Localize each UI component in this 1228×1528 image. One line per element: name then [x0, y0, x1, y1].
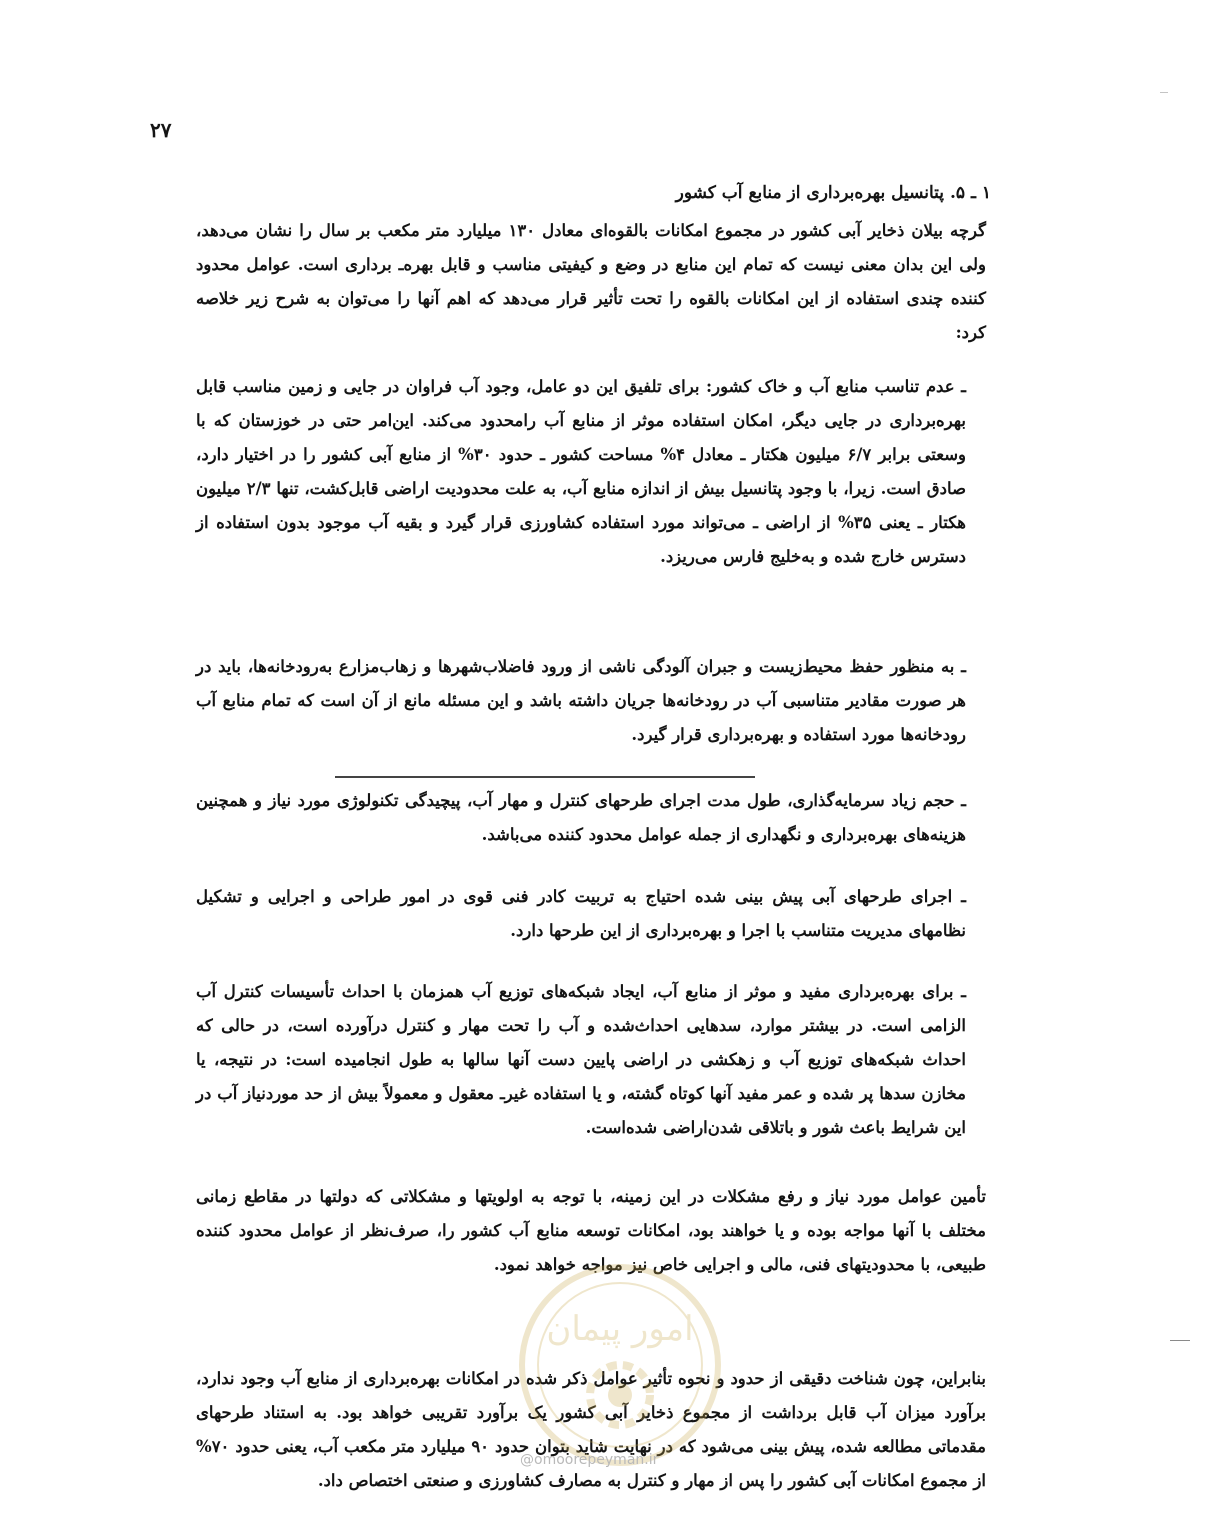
watermark-url: @omoorepeyman.ir	[520, 1452, 659, 1468]
list-item-distribution-networks: ـ برای بهره‌برداری مفید و موثر از منابع آب، ایجاد شبکه‌های توزیع آب همزمان با احداث تأسیسات کنترل آب الزامی است. در بیشتر موارد، سدهایی احداث‌شده و آب را تحت مهار و کنترل درآورده است، در حالی که احداث شبکه‌های توزیع آب و زهکشی در اراضی پایین دست آنها سالها به طول انجامیده است: در نتیجه، یا مخازن سدها پر شده و عمر مفید آنها کوتاه گشته، و یا استفاده غیرـ معقول و معمولاً بیش از حد موردنیاز آب در این شرایط باعث شور و باتلاقی شدن‌اراضی شده‌است.	[196, 982, 967, 1137]
list-item-staff-training: ـ اجرای طرحهای آبی پیش بینی شده احتیاج به تربیت کادر فنی قوی در امور طراحی و اجرایی و تشکیل نظامهای مدیریت متناسب با اجرا و بهره‌برداری از این طرحها دارد.	[196, 887, 966, 940]
intro-paragraph: گرچه بیلان ذخایر آبی کشور در مجموع امکانات بالقوه‌ای معادل ۱۳۰ میلیارد متر مکعب بر سال را نشان می‌دهد، ولی این بدان معنی نیست که تمام این منابع در وضع و کیفیتی مناسب و قابل بهره‌ـ برداری است. عوامل محدود کننده چندی استفاده از این امکانات بالقوه را تحت تأثیر قرار می‌دهد که اهم آنها را می‌توان به شرح زیر خلاصه کرد:	[196, 221, 987, 342]
list-item-investment: ـ حجم زیاد سرمایه‌گذاری، طول مدت اجرای طرحهای کنترل و مهار آب، پیچیدگی تکنولوژی مورد نیاز و همچنین هزینه‌های بهره‌برداری و نگهداری از جمله عوامل محدود کننده می‌باشد.	[196, 791, 966, 844]
paragraph-constraints: تأمین عوامل مورد نیاز و رفع مشکلات در این زمینه، با توجه به اولویتها و مشکلاتی که دولتها در مقاطع زمانی مختلف با آنها مواجه بوده و یا خواهند بود، امکانات توسعه منابع آب کشور را، صرف‌نظر از عوامل محدود کننده طبیعی، با محدودیتهای فنی، مالی و اجرایی خاص نیز مواجه خواهد نمود.	[196, 1187, 986, 1274]
paragraph-estimate: بنابراین، چون شناخت دقیقی از حدود و نحوه تأثیر عوامل ذکر شده در امکانات بهره‌برداری از منابع آب وجود ندارد، برآورد میزان آب قابل برداشت از مجموع ذخایر آبی کشور یک برآورد تقریبی خواهد بود. به استناد طرحهای مقدماتی مطالعه شده، پیش بینی می‌شود که در نهایت شاید بتوان حدود ۹۰ میلیارد متر مکعب آب، یعنی حدود ۷۰% از مجموع امکانات آبی کشور را پس از مهار و کنترل به مصارف کشاورزی و صنعتی اختصاص داد.	[196, 1369, 986, 1490]
scan-edge-mark	[1160, 92, 1168, 93]
scan-edge-mark	[1170, 1340, 1190, 1341]
section-heading: ۱ ـ ۵. پتانسیل بهره‌برداری از منابع آب کشور	[675, 183, 991, 203]
list-item-environment: ـ به منظور حفظ محیط‌زیست و جبران آلودگی ناشی از ورود فاضلاب‌شهرها و زهاب‌مزارع به‌رودخانه‌ها، باید در هر صورت مقادیر متناسبی آب در رودخانه‌ها جریان داشته باشد و این مسئله مانع از آن است که تمام منابع آب رودخانه‌ها مورد استفاده و بهره‌برداری قرار گیرد.	[196, 657, 966, 744]
page-number: ۲۷	[150, 118, 172, 142]
list-item-soil-water: ـ عدم تناسب منابع آب و خاک کشور: برای تلفیق این دو عامل، وجود آب فراوان در جایی و زمین مناسب قابل بهره‌برداری در جایی دیگر، امکان استفاده موثر از منابع آب رامحدود می‌کند. این‌امر حتی در خوزستان که با وسعتی برابر ۶/۷ میلیون هکتار ـ معادل ۴% مساحت کشور ـ حدود ۳۰% از منابع آبی کشور را در اختیار دارد، صادق است. زیرا، با وجود پتانسیل بیش از اندازه منابع آب، به علت محدودیت اراضی قابل‌کشت، تنها ۲/۳ میلیون هکتار ـ یعنی ۳۵% از اراضی ـ می‌تواند مورد استفاده کشاورزی قرار گیرد و بقیه آب موجود بدون استفاده از دسترس خارج شده و به‌خلیج فارس می‌ریزد.	[196, 377, 967, 566]
watermark-seal-text: امور پیمان	[546, 1309, 694, 1349]
divider-line	[335, 776, 755, 778]
